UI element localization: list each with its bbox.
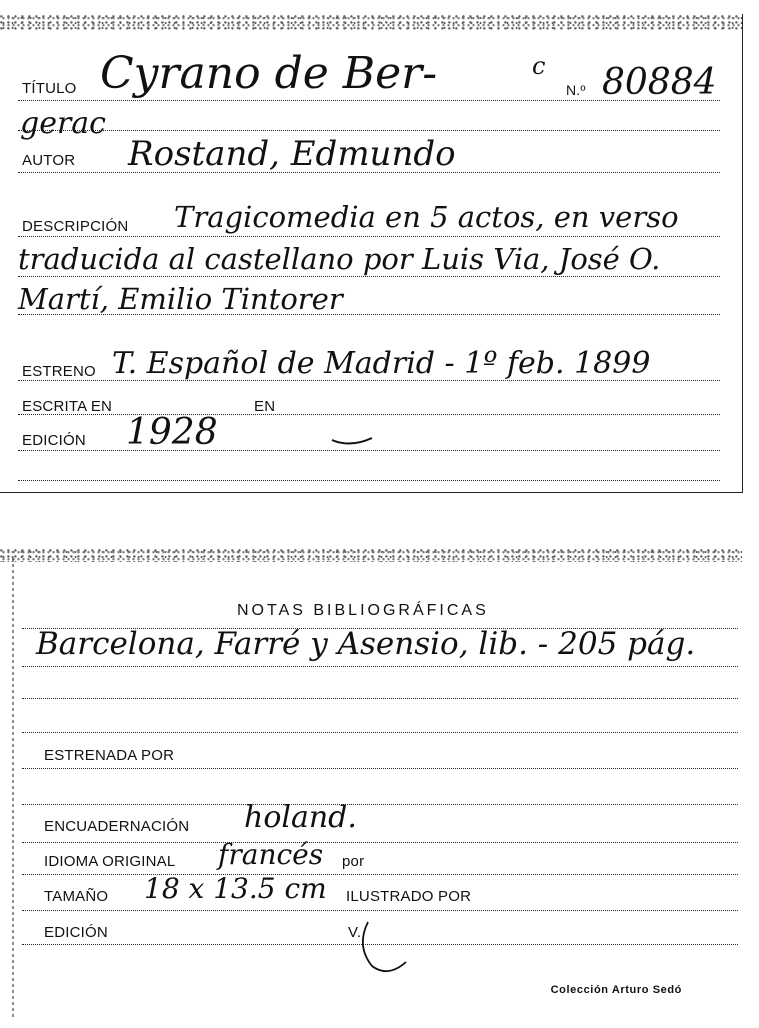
por-label: por xyxy=(342,853,365,870)
en-label: EN xyxy=(254,398,276,415)
idioma-original-value: francés xyxy=(218,838,324,871)
card-left-edge xyxy=(12,558,14,1018)
encuadernacion-value: holand. xyxy=(244,800,357,835)
titulo-mark: c xyxy=(532,52,546,80)
dotted-line xyxy=(18,414,720,415)
dotted-line xyxy=(22,768,738,769)
descripcion-line-3: Martí, Emilio Tintorer xyxy=(18,282,343,316)
dotted-line xyxy=(22,666,738,667)
numero-value: 80884 xyxy=(602,62,717,103)
edicion-label: EDICIÓN xyxy=(22,432,86,449)
descripcion-line-1: Tragicomedia en 5 actos, en verso xyxy=(174,200,679,234)
notas-heading: NOTAS BIBLIOGRÁFICAS xyxy=(237,602,489,619)
catalog-card-front xyxy=(0,14,743,493)
escrita-en-label: ESCRITA EN xyxy=(22,398,113,415)
titulo-value: Cyrano de Ber- xyxy=(100,48,438,99)
titulo-label: TÍTULO xyxy=(22,80,77,97)
v-label: V. xyxy=(348,924,362,941)
titulo-value-continued: gerac xyxy=(20,106,106,141)
dotted-line xyxy=(22,698,738,699)
dotted-line xyxy=(18,236,720,237)
dotted-line xyxy=(22,874,738,875)
card-top-edge xyxy=(0,548,742,562)
card-top-edge xyxy=(0,14,742,30)
dotted-line xyxy=(18,130,720,131)
dotted-line xyxy=(18,450,720,451)
numero-label: N.º xyxy=(566,82,586,98)
autor-value: Rostand, Edmundo xyxy=(128,134,456,174)
dotted-line xyxy=(18,276,720,277)
descripcion-label: DESCRIPCIÓN xyxy=(22,218,129,235)
tamano-label: TAMAÑO xyxy=(44,888,109,905)
dotted-line xyxy=(18,480,720,481)
encuadernacion-label: ENCUADERNACIÓN xyxy=(44,818,190,835)
dotted-line xyxy=(22,732,738,733)
estreno-value: T. Español de Madrid - 1º feb. 1899 xyxy=(112,346,651,381)
autor-label: AUTOR xyxy=(22,152,76,169)
dotted-line xyxy=(22,910,738,911)
catalog-card-back xyxy=(0,548,742,1018)
edicion-value: 1928 xyxy=(126,412,218,453)
dotted-line xyxy=(22,842,738,843)
notas-line-1: Barcelona, Farré y Asensio, lib. - 205 pág. xyxy=(36,626,696,662)
dotted-line xyxy=(22,804,738,805)
idioma-original-label: IDIOMA ORIGINAL xyxy=(44,853,176,870)
pen-stroke-mark xyxy=(354,916,414,980)
ilustrado-por-label: ILUSTRADO POR xyxy=(346,888,472,905)
pen-stroke-mark xyxy=(330,432,374,448)
estrenada-por-label: ESTRENADA POR xyxy=(44,747,175,764)
estreno-label: ESTRENO xyxy=(22,363,96,380)
collection-footer: Colección Arturo Sedó xyxy=(550,984,682,996)
edicion-label: EDICIÓN xyxy=(44,924,108,941)
tamano-value: 18 x 13.5 cm xyxy=(144,872,327,905)
descripcion-line-2: traducida al castellano por Luis Via, José O. xyxy=(18,242,661,276)
